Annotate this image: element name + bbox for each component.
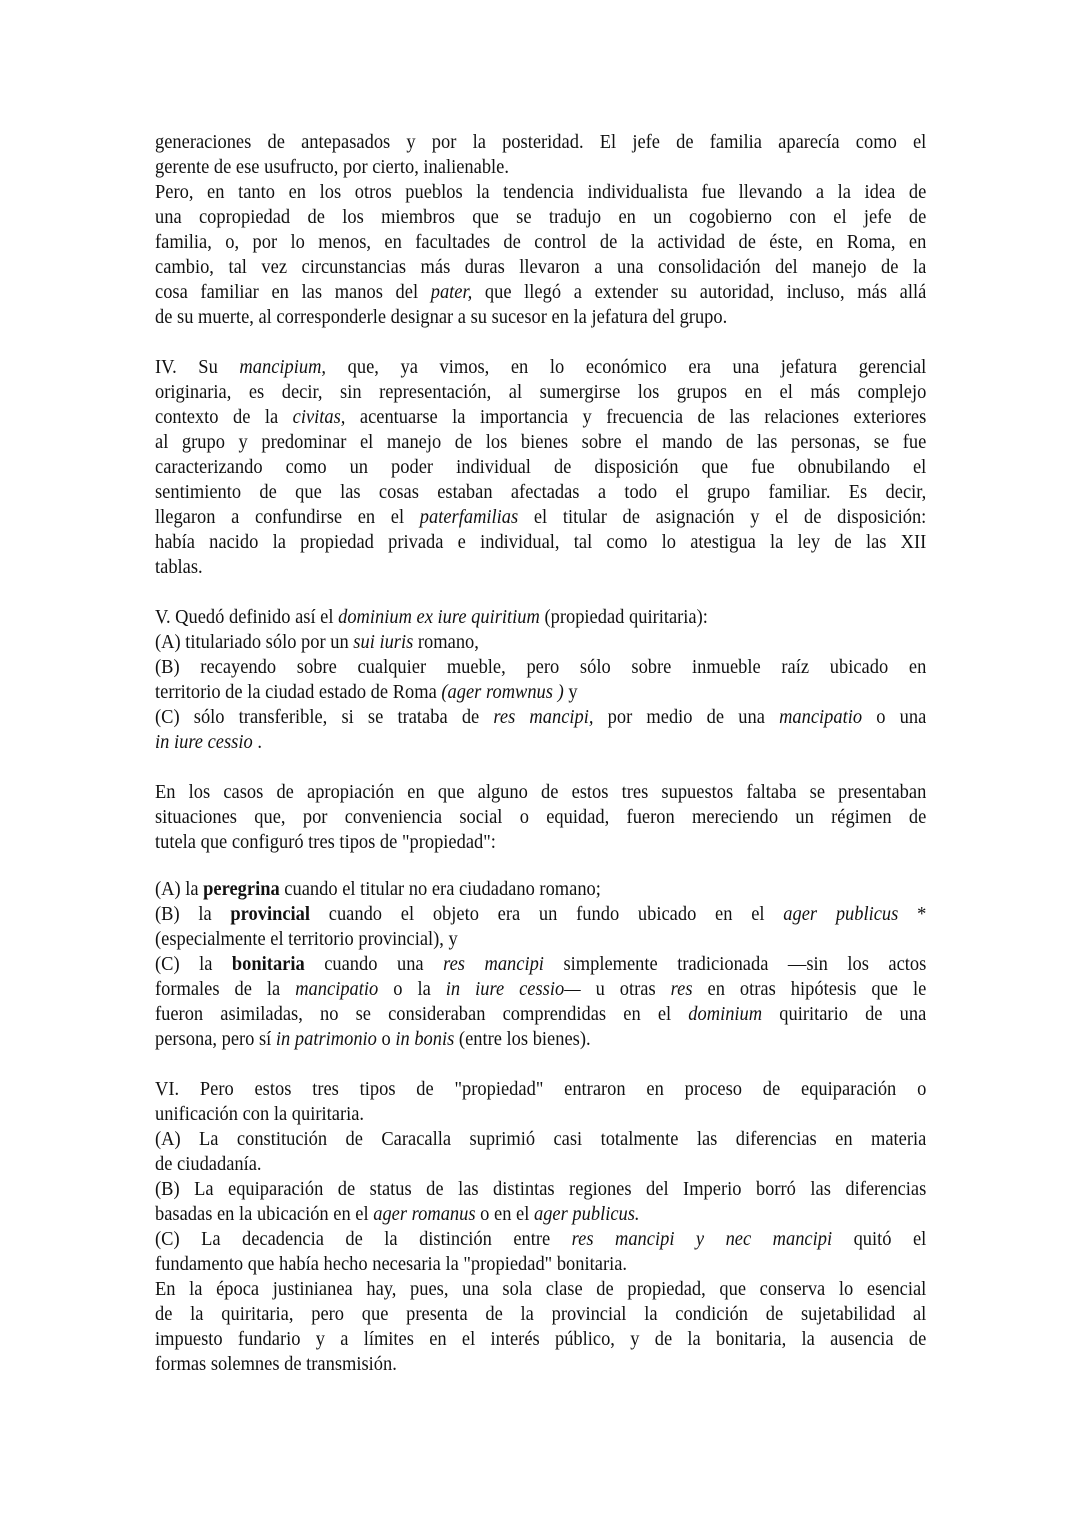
text-line xyxy=(155,1202,926,1227)
text-run: tablas. xyxy=(155,556,203,578)
italic-text: ager publicus xyxy=(783,903,899,925)
text-run: VI. Pero estos tres tipos de "propiedad" entraron en proceso de equiparación o xyxy=(155,1078,927,1100)
text-run: simplemente tradicionada —sin los actos xyxy=(543,953,927,975)
italic-text: in bonis xyxy=(395,1028,455,1050)
text-run: romano, xyxy=(413,631,479,653)
text-run: o en el xyxy=(475,1203,534,1225)
paragraph xyxy=(155,355,926,580)
text-run: En la época justinianea hay, pues, una sola clase de propiedad, que conserva lo esencial xyxy=(155,1278,927,1300)
text-run: (A) La constitución de Caracalla suprimió casi totalmente las diferencias en materia xyxy=(155,1128,927,1150)
text-run: u otras xyxy=(580,978,671,1000)
text-line xyxy=(155,952,926,977)
text-line xyxy=(155,605,926,630)
text-line xyxy=(155,977,926,1002)
text-run: contexto de la xyxy=(155,406,293,428)
text-line xyxy=(155,430,926,455)
text-line xyxy=(155,680,926,705)
text-run: una copropiedad de los miembros que se tradujo en un cogobierno con el jefe de xyxy=(155,206,927,228)
text-line xyxy=(155,1077,926,1102)
text-run: y xyxy=(563,681,578,703)
text-run: por medio de una xyxy=(593,706,780,728)
text-line xyxy=(155,1152,926,1177)
text-line xyxy=(155,505,926,530)
italic-text: pater, xyxy=(430,281,473,303)
text-run: había nacido la propiedad privada e individual, tal como lo atestigua la ley de las XII xyxy=(155,531,927,553)
text-run: Pero, en tanto en los otros pueblos la tendencia individualista fue llevando a la idea de xyxy=(155,181,927,203)
text-line xyxy=(155,705,926,730)
text-line xyxy=(155,1002,926,1027)
text-run: gerente de ese usufructo, por cierto, inalienable. xyxy=(155,156,509,178)
text-line xyxy=(155,380,926,405)
text-line xyxy=(155,1327,926,1352)
text-line xyxy=(155,405,926,430)
text-run: fundamento que había hecho necesaria la "propiedad" bonitaria. xyxy=(155,1253,628,1275)
text-run: persona, pero sí xyxy=(155,1028,276,1050)
text-run: familia, o, por lo menos, en facultades de control de la actividad de éste, en Roma, en xyxy=(155,231,927,253)
text-run: de su muerte, al corresponderle designar a su sucesor en la jefatura del grupo. xyxy=(155,306,728,328)
text-run: situaciones que, por conveniencia social o equidad, fueron mereciendo un régimen de xyxy=(155,806,927,828)
text-run: al grupo y predominar el manejo de los bienes sobre el mando de las personas, se fue xyxy=(155,431,927,453)
text-run: (especialmente el territorio provincial), y xyxy=(155,928,458,950)
text-run: de ciudadanía. xyxy=(155,1153,262,1175)
text-run: cuando una xyxy=(304,953,444,975)
italic-text: mancipatio xyxy=(779,706,863,728)
paragraph xyxy=(155,1077,926,1377)
text-run: IV. Su xyxy=(155,356,240,378)
text-run: impuesto fundario y a límites en el interés público, y de la bonitaria, la ausencia de xyxy=(155,1328,927,1350)
text-run: basadas en la ubicación en el xyxy=(155,1203,374,1225)
text-line xyxy=(155,155,926,180)
text-run: V. Quedó definido así el xyxy=(155,606,339,628)
text-run: cuando el objeto era un fundo ubicado en el xyxy=(310,903,784,925)
paragraph xyxy=(155,780,926,855)
text-line xyxy=(155,805,926,830)
text-line xyxy=(155,205,926,230)
text-run: formas solemnes de transmisión. xyxy=(155,1353,397,1375)
italic-text: paterfamilias xyxy=(419,506,519,528)
text-run: En los casos de apropiación en que alguno de estos tres supuestos faltaba se presentaban xyxy=(155,781,927,803)
text-run: de la quiritaria, pero que presenta de la provincial la condición de sujetabilidad al xyxy=(155,1303,927,1325)
text-run: que, ya vimos, en lo económico era una jefatura gerencial xyxy=(326,356,927,378)
text-line xyxy=(155,877,926,902)
text-line xyxy=(155,902,926,927)
text-run: acentuarse la importancia y frecuencia de las relaciones exteriores xyxy=(345,406,927,428)
text-run: (C) la xyxy=(155,953,232,975)
text-run: o la xyxy=(378,978,446,1000)
italic-text: mancipatio xyxy=(295,978,379,1000)
text-run: . xyxy=(252,731,262,753)
text-line xyxy=(155,1352,926,1377)
italic-text: res xyxy=(670,978,693,1000)
italic-text: dominium ex iure quiritium xyxy=(338,606,540,628)
text-run: unificación con la quiritaria. xyxy=(155,1103,365,1125)
text-line xyxy=(155,305,926,330)
text-run: (entre los bienes). xyxy=(454,1028,591,1050)
text-line xyxy=(155,1127,926,1152)
text-run: que llegó a extender su autoridad, incluso, más allá xyxy=(472,281,927,303)
text-line xyxy=(155,630,926,655)
italic-text: sui iuris xyxy=(353,631,414,653)
text-run: (B) La equiparación de status de las distintas regiones del Imperio borró las diferencias xyxy=(155,1178,927,1200)
italic-text: mancipium, xyxy=(239,356,327,378)
text-line xyxy=(155,927,926,952)
text-line xyxy=(155,255,926,280)
text-run: (C) La decadencia de la distinción entre xyxy=(155,1228,572,1250)
italic-text: ager romanus xyxy=(373,1203,476,1225)
text-line xyxy=(155,480,926,505)
text-line xyxy=(155,780,926,805)
text-run: caracterizando como un poder individual de disposición que fue obnubilando el xyxy=(155,456,927,478)
italic-text: res mancipi, xyxy=(493,706,594,728)
italic-text: ager publicus. xyxy=(533,1203,640,1225)
italic-text: in iure cessio xyxy=(155,731,253,753)
text-run: cambio, tal vez circunstancias más duras llevaron a una consolidación del manejo de la xyxy=(155,256,927,278)
text-run: o una xyxy=(862,706,927,728)
text-run: o xyxy=(376,1028,396,1050)
text-run: originaria, es decir, sin representación, al sumergirse los grupos en el más complejo xyxy=(155,381,927,403)
text-run: llegaron a confundirse en el xyxy=(155,506,420,528)
text-run: (B) recayendo sobre cualquier mueble, pero sólo sobre inmueble raíz ubicado en xyxy=(155,656,927,678)
text-line xyxy=(155,1227,926,1252)
text-line xyxy=(155,230,926,255)
text-run: * xyxy=(898,903,927,925)
text-line xyxy=(155,730,926,755)
text-line xyxy=(155,555,926,580)
text-line xyxy=(155,1027,926,1052)
text-run: cosa familiar en las manos del xyxy=(155,281,431,303)
text-run: (propiedad quiritaria): xyxy=(539,606,708,628)
bold-text: bonitaria xyxy=(231,953,305,975)
text-line xyxy=(155,355,926,380)
text-run: fueron asimiladas, no se consideraban comprendidas en el xyxy=(155,1003,689,1025)
text-line xyxy=(155,655,926,680)
text-run: tutela que configuró tres tipos de "propiedad": xyxy=(155,831,496,853)
text-run: territorio de la ciudad estado de Roma xyxy=(155,681,442,703)
text-run: el titular de asignación y el de disposición: xyxy=(518,506,927,528)
text-run: (C) sólo transferible, si se trataba de xyxy=(155,706,494,728)
italic-text: in iure cessio— xyxy=(445,978,581,1000)
text-run: sentimiento de que las cosas estaban afectadas a todo el grupo familiar. Es decir, xyxy=(155,481,927,503)
text-run: quiritario de una xyxy=(762,1003,927,1025)
text-run: formales de la xyxy=(155,978,296,1000)
text-line xyxy=(155,1302,926,1327)
paragraph xyxy=(155,877,926,1052)
text-run: (A) titulariado sólo por un xyxy=(155,631,354,653)
bold-text: peregrina xyxy=(203,878,280,900)
text-run: quitó el xyxy=(832,1228,927,1250)
text-line xyxy=(155,130,926,155)
italic-text: res mancipi y nec mancipi xyxy=(571,1228,833,1250)
text-line xyxy=(155,830,926,855)
italic-text: civitas, xyxy=(292,406,346,428)
text-line xyxy=(155,1102,926,1127)
text-line xyxy=(155,180,926,205)
text-line xyxy=(155,280,926,305)
text-run: generaciones de antepasados y por la posteridad. El jefe de familia aparecía como el xyxy=(155,131,927,153)
italic-text: dominium xyxy=(688,1003,763,1025)
paragraph xyxy=(155,605,926,755)
italic-text: (ager romwnus ) xyxy=(441,681,564,703)
text-run: cuando el titular no era ciudadano romano; xyxy=(279,878,601,900)
italic-text: in patrimonio xyxy=(275,1028,377,1050)
paragraph xyxy=(155,130,926,330)
text-run: (B) la xyxy=(155,903,231,925)
text-line xyxy=(155,1177,926,1202)
text-line xyxy=(155,1252,926,1277)
italic-text: res mancipi xyxy=(443,953,544,975)
text-run: en otras hipótesis que le xyxy=(692,978,927,1000)
document-body xyxy=(155,130,926,1377)
text-line xyxy=(155,455,926,480)
bold-text: provincial xyxy=(230,903,311,925)
text-line xyxy=(155,530,926,555)
text-line xyxy=(155,1277,926,1302)
text-run: (A) la xyxy=(155,878,204,900)
